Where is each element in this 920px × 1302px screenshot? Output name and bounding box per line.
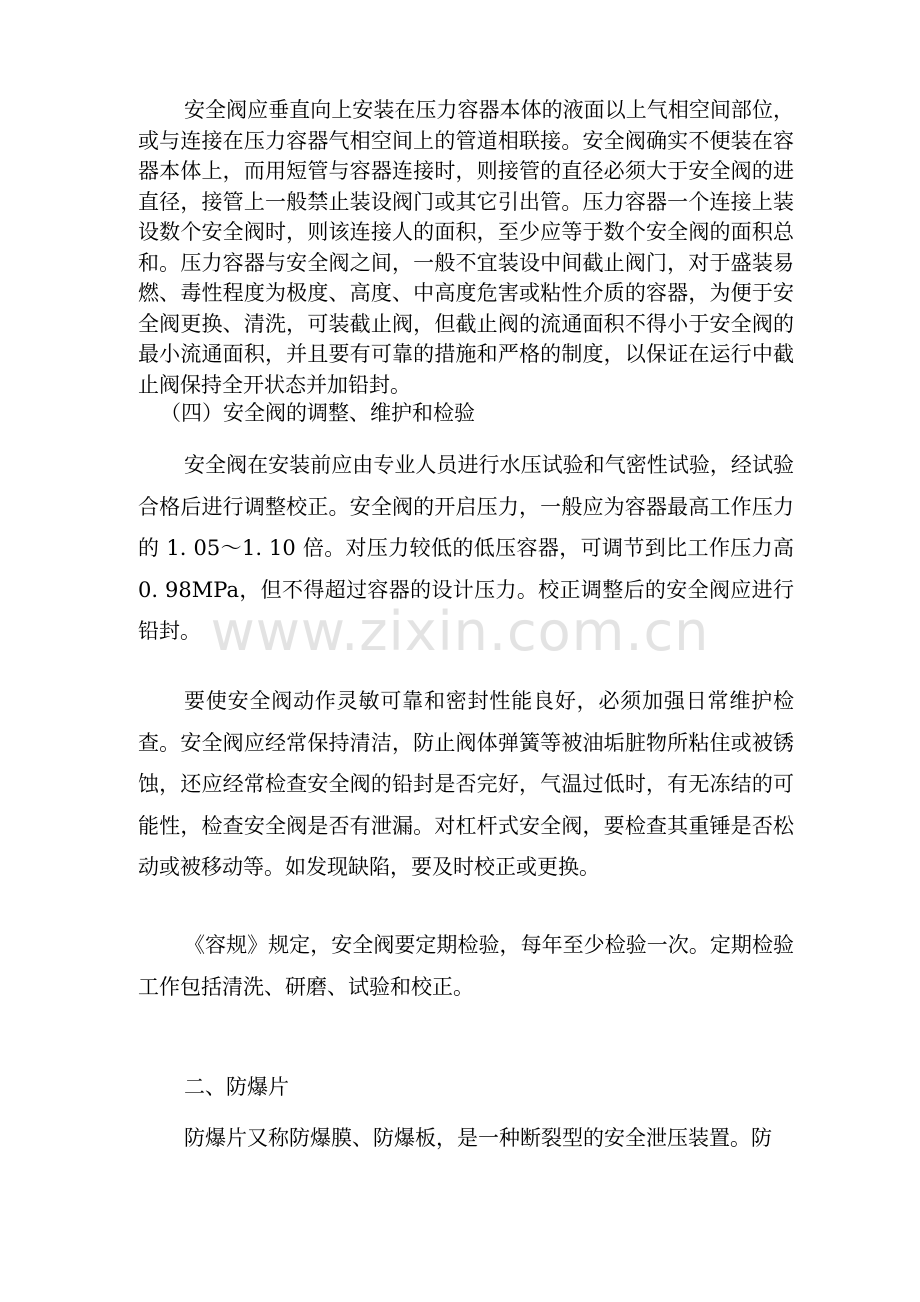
section-heading-adjustment: （四）安全阀的调整、维护和检验 (160, 401, 475, 425)
paragraph-installation: 安全阀应垂直向上安装在压力容器本体的液面以上气相空间部位，或与连接在压力容器气相空间上的管道相联接。安全阀确实不便装在容器本体上，而用短管与容器连接时，则接管的直径必须大于安全阀的进直径，接管上一般禁止装设阀门或其它引出管。压力容器一个连接上装设数个安全阀时，则该连接人的面积，至少应等于数个安全阀的面积总和。压力容器与安全阀之间，一般不宜装设中间截止阀门，对于盛装易燃、毒性程度为极度、高度、中高度危害或粘性介质的容器，为便于安全阀更换、清洗，可装截止阀，但截止阀的流通面积不得小于安全阀的最小流通面积，并且要有可靠的措施和严格的制度，以保证在运行中截止阀保持全开状态并加铅封。 (138, 98, 794, 397)
section-heading-rupture-disc: 二、防爆片 (184, 1075, 289, 1099)
paragraph-inspection: 《容规》规定，安全阀要定期检验，每年至少检验一次。定期检验工作包括清洗、研磨、试验和校正。 (138, 933, 794, 999)
paragraph-maintenance: 要使安全阀动作灵敏可靠和密封性能良好，必须加强日常维护检查。安全阀应经常保持清洁，防止阀体弹簧等被油垢脏物所粘住或被锈蚀，还应经常检查安全阀的铅封是否完好，气温过低时，有无冻结的可能性，检查安全阀是否有泄漏。对杠杆式安全阀，要检查其重锤是否松动或被移动等。如发现缺陷，要及时校正或更换。 (138, 689, 794, 879)
paragraph-rupture-disc: 防爆片又称防爆膜、防爆板，是一种断裂型的安全泄压装置。防 (184, 1126, 772, 1150)
paragraph-adjustment: 安全阀在安装前应由专业人员进行水压试验和气密性试验，经试验合格后进行调整校正。安全阀的开启压力，一般应为容器最高工作压力的 1. 05～1. 10 倍。对压力较低的低压容器，可调节到比工作压力高 0. 98MPa，但不得超过容器的设计压力。校正调整后的安全阀应进行铅封。 (138, 453, 794, 643)
watermark: www.zixin.com.cn (210, 600, 710, 663)
